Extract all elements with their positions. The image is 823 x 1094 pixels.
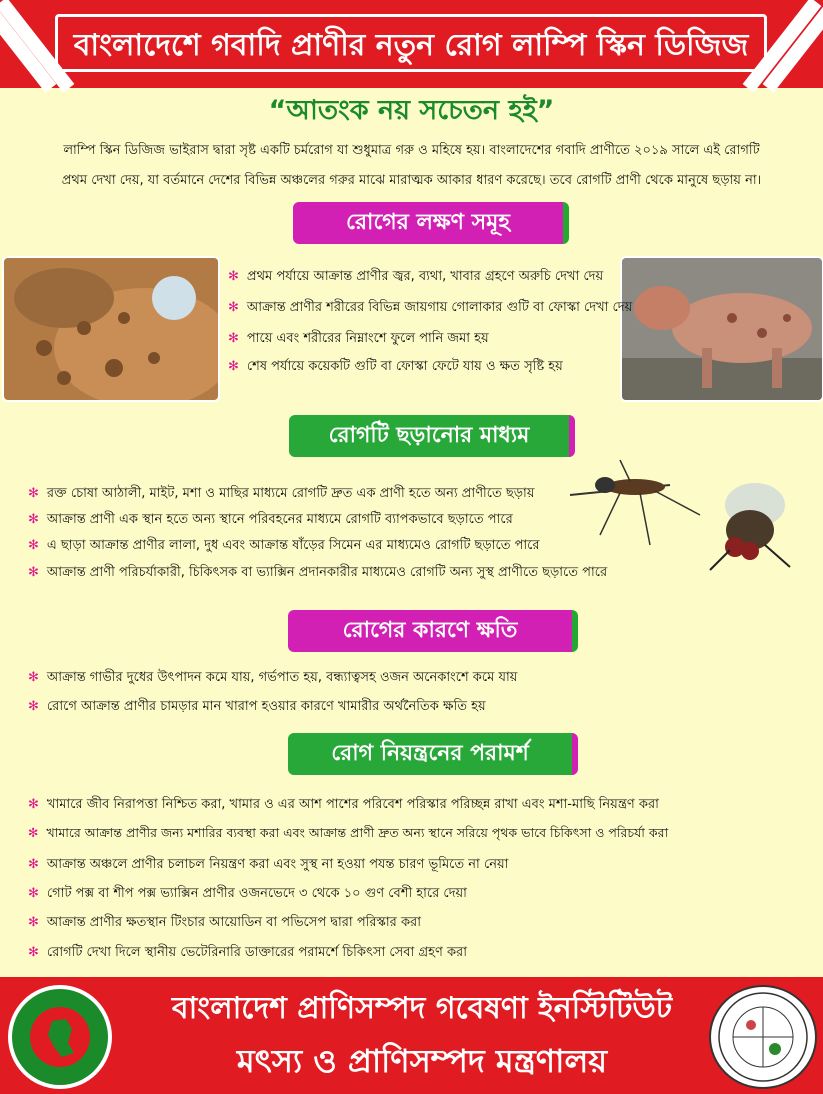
intro-line: লাম্পি স্কিন ডিজিজ ভাইরাস দ্বারা সৃষ্ট একটি চর্মরোগ যা শুধুমাত্র গরু ও মহিষে হয়। বাংলাদেশের গবাদি প্রাণীতে ২০১৯ সালে এই রোগটি — [63, 143, 760, 158]
star-bullet-icon: ✻ — [228, 359, 239, 374]
control-item: ✻ খামারে আক্রান্ত প্রাণীর জন্য মশারির ব্যবস্থা করা এবং আক্রান্ত প্রাণী দ্রুত অন্য স্থানে সরিয়ে পৃথক ভাবে চিকিৎসা ও পরিচর্যা করা — [28, 825, 669, 840]
slogan: “আতংক নয় সচেতন হই” — [268, 95, 555, 126]
control-item: ✻ রোগটি দেখা দিলে স্থানীয় ভেটেরিনারি ডাক্তারের পরামর্শে চিকিৎসা সেবা গ্রহণ করা — [28, 945, 467, 960]
star-bullet-icon: ✻ — [28, 886, 39, 901]
loss-heading: রোগের কারণে ক্ষতি — [288, 610, 578, 652]
cow-skin-image — [4, 258, 218, 400]
fly-icon — [710, 483, 790, 570]
control-heading: রোগ নিয়ন্ত্রনের পরামর্শ — [288, 733, 578, 775]
star-bullet-icon: ✻ — [28, 797, 39, 812]
star-bullet-icon: ✻ — [228, 269, 239, 284]
star-bullet-icon: ✻ — [28, 699, 39, 714]
cow-skin-photo — [2, 256, 220, 402]
spread-heading: রোগটি ছড়ানোর মাধ্যম — [289, 415, 575, 457]
loss-item: ✻ আক্রান্ত গাভীর দুধের উৎপাদন কমে যায়, গর্ভপাত হয়, বন্ধ্যাত্বসহ ওজন অনেকাংশে কমে যায় — [28, 670, 518, 685]
spread-item: ✻ রক্ত চোষা আঠালী, মাইট, মশা ও মাছির মাধ্যমে রোগটি দ্রুত এক প্রাণী হতে অন্য প্রাণীতে ছড়ায় — [28, 486, 535, 501]
intro-paragraph — [20, 136, 803, 196]
star-bullet-icon: ✻ — [28, 825, 39, 840]
star-bullet-icon: ✻ — [28, 512, 39, 527]
control-item: ✻ গোট পক্স বা শীপ পক্স ভ্যাক্সিন প্রাণীর ওজনভেদে ৩ থেকে ১০ গুণ বেশী হারে দেয়া — [28, 886, 467, 901]
spread-item: ✻ আক্রান্ত প্রাণী পরিচর্যাকারী, চিকিৎসক বা ভ্যাক্সিন প্রদানকারীর মাধ্যমেও রোগটি অন্য সুস্থ প্রাণীতে ছড়াতে পারে — [28, 565, 608, 580]
page-title: বাংলাদেশে গবাদি প্রাণীর নতুন রোগ লাম্পি স্কিন ডিজিজ — [55, 14, 767, 72]
symptom-item: ✻ পায়ে এবং শরীরের নিম্নাংশে ফুলে পানি জমা হয় — [228, 331, 489, 346]
star-bullet-icon: ✻ — [28, 538, 39, 553]
star-bullet-icon: ✻ — [28, 565, 39, 580]
symptoms-heading: রোগের লক্ষণ সমূহ — [293, 202, 569, 244]
calf-photo — [620, 256, 823, 402]
star-bullet-icon: ✻ — [28, 857, 39, 872]
symptom-item: ✻ শেষ পর্যায়ে কয়েকটি গুটি বা ফোস্কা ফেটে যায় ও ক্ষত সৃষ্টি হয় — [228, 359, 563, 374]
government-seal — [8, 985, 112, 1089]
institute-name: বাংলাদেশ প্রাণিসম্পদ গবেষণা ইনস্টিটিউট — [171, 991, 673, 1026]
star-bullet-icon: ✻ — [28, 486, 39, 501]
control-item: ✻ আক্রান্ত অঞ্চলে প্রাণীর চলাচল নিয়ন্ত্রণ করা এবং সুস্থ না হওয়া পযন্ত চারণ ভূমিতে না নেয়া — [28, 857, 509, 872]
symptom-item: ✻ আক্রান্ত প্রাণীর শরীরের বিভিন্ন জায়গায় গোলাকার গুটি বা ফোস্কা দেখা দেয় — [228, 300, 633, 315]
spread-item: ✻ আক্রান্ত প্রাণী এক স্থান হতে অন্য স্থানে পরিবহনের মাধ্যমে রোগটি ব্যাপকভাবে ছড়াতে পারে — [28, 512, 513, 527]
star-bullet-icon: ✻ — [28, 915, 39, 930]
institute-logo — [709, 985, 817, 1089]
calf-image — [622, 258, 822, 400]
header-banner — [0, 0, 823, 88]
intro-line: প্রথম দেখা দেয়, যা বর্তমানে দেশের বিভিন্ন অঞ্চলের গরুর মাঝে মারাত্মক আকার ধারণ করেছে। তবে রোগটি প্রাণী থেকে মানুষে ছড়ায় না। — [61, 173, 762, 188]
spread-item: ✻ এ ছাড়া আক্রান্ত প্রাণীর লালা, দুধ এবং আক্রান্ত ষাঁড়ের সিমেন এর মাধ্যমেও রোগটি ছড়াতে পারে — [28, 538, 540, 553]
government-seal-graphic — [8, 985, 112, 1089]
symptom-item: ✻ প্রথম পর্যায়ে আক্রান্ত প্রাণীর জ্বর, ব্যথা, খাবার গ্রহণে অরুচি দেখা দেয় — [228, 269, 604, 284]
loss-item: ✻ রোগে আক্রান্ত প্রাণীর চামড়ার মান খারাপ হওয়ার কারণে খামারীর অর্থনৈতিক ক্ষতি হয় — [28, 699, 486, 714]
control-item: ✻ খামারে জীব নিরাপত্তা নিশ্চিত করা, খামার ও এর আশ পাশের পরিবেশ পরিস্কার পরিচ্ছন্ন রাখা এবং মশা-মাছি নিয়ন্ত্রণ করা — [28, 797, 659, 812]
ministry-name: মৎস্য ও প্রাণিসম্পদ মন্ত্রণালয় — [236, 1042, 608, 1080]
star-bullet-icon: ✻ — [28, 670, 39, 685]
control-item: ✻ আক্রান্ত প্রাণীর ক্ষতস্থান টিংচার আয়োডিন বা পভিসেপ দ্বারা পরিস্কার করা — [28, 915, 421, 930]
star-bullet-icon: ✻ — [28, 945, 39, 960]
star-bullet-icon: ✻ — [228, 300, 239, 315]
star-bullet-icon: ✻ — [228, 331, 239, 346]
insects-illustration — [560, 455, 820, 575]
mosquito-icon — [570, 460, 700, 545]
institute-logo-graphic — [711, 987, 815, 1087]
